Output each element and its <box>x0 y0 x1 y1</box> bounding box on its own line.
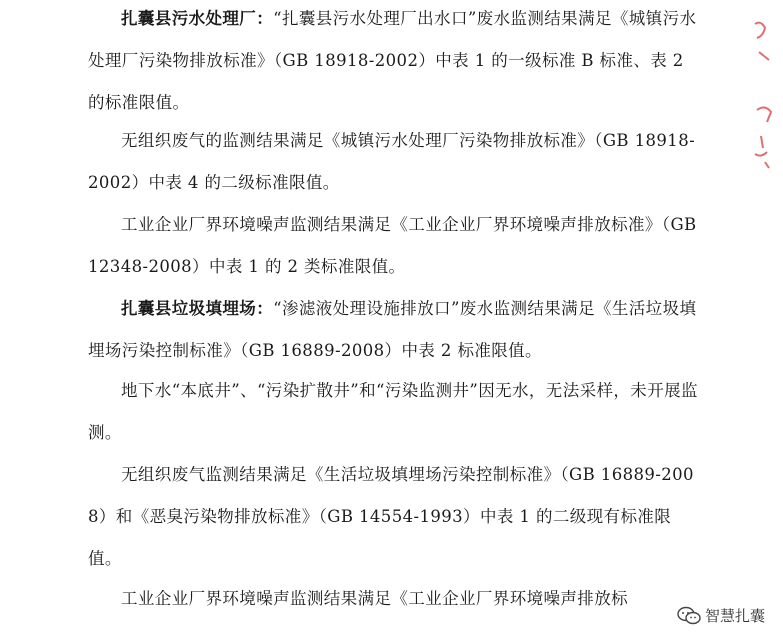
paragraph-lead: 扎囊县污水处理厂： <box>121 9 274 28</box>
paragraph-text: 无组织废气监测结果满足《生活垃圾填埋场污染控制标准》（GB 16889-2008）和《恶臭污染物排放标准》（GB 14554-1993）中表 1 的二级现有标准限值。 <box>88 465 694 568</box>
paragraph-text: “扎囊县污水处理厂出水口”废水监测结果满足《城镇污水处理厂污染物排放标准》（GB 18918-2002）中表 1 的一级标准 B 标准、表 2 的标准限值。 <box>88 9 697 112</box>
paragraph-text: “渗滤液处理设施排放口”废水监测结果满足《生活垃圾填埋场污染控制标准》（GB 16889-2008）中表 2 标准限值。 <box>88 299 697 360</box>
paragraph-text: 无组织废气的监测结果满足《城镇污水处理厂污染物排放标准》（GB 18918-2002）中表 4 的二级标准限值。 <box>88 131 696 192</box>
paragraph-landfill <box>88 288 698 372</box>
paragraph-text: 工业企业厂界环境噪声监测结果满足《工业企业厂界环境噪声排放标 <box>121 589 628 608</box>
stamp-fragment <box>743 0 783 200</box>
paragraph-wastewater-plant <box>88 0 698 124</box>
watermark-label: 智慧扎囊 <box>704 607 765 625</box>
paragraph-text: 地下水“本底井”、“污染扩散井”和“污染监测井”因无水，无法采样，未开展监测。 <box>88 381 698 442</box>
paragraph-waste-gas-1 <box>88 120 698 204</box>
wechat-icon <box>677 606 701 626</box>
watermark <box>673 605 769 626</box>
paragraph-noise-1 <box>88 204 698 288</box>
paragraph-waste-gas-2 <box>88 454 698 580</box>
paragraph-noise-2 <box>88 578 698 620</box>
paragraph-text: 工业企业厂界环境噪声监测结果满足《工业企业厂界环境噪声排放标准》（GB 12348-2008）中表 1 的 2 类标准限值。 <box>88 215 697 276</box>
paragraph-groundwater <box>88 370 698 454</box>
paragraph-lead: 扎囊县垃圾填埋场： <box>121 299 274 318</box>
